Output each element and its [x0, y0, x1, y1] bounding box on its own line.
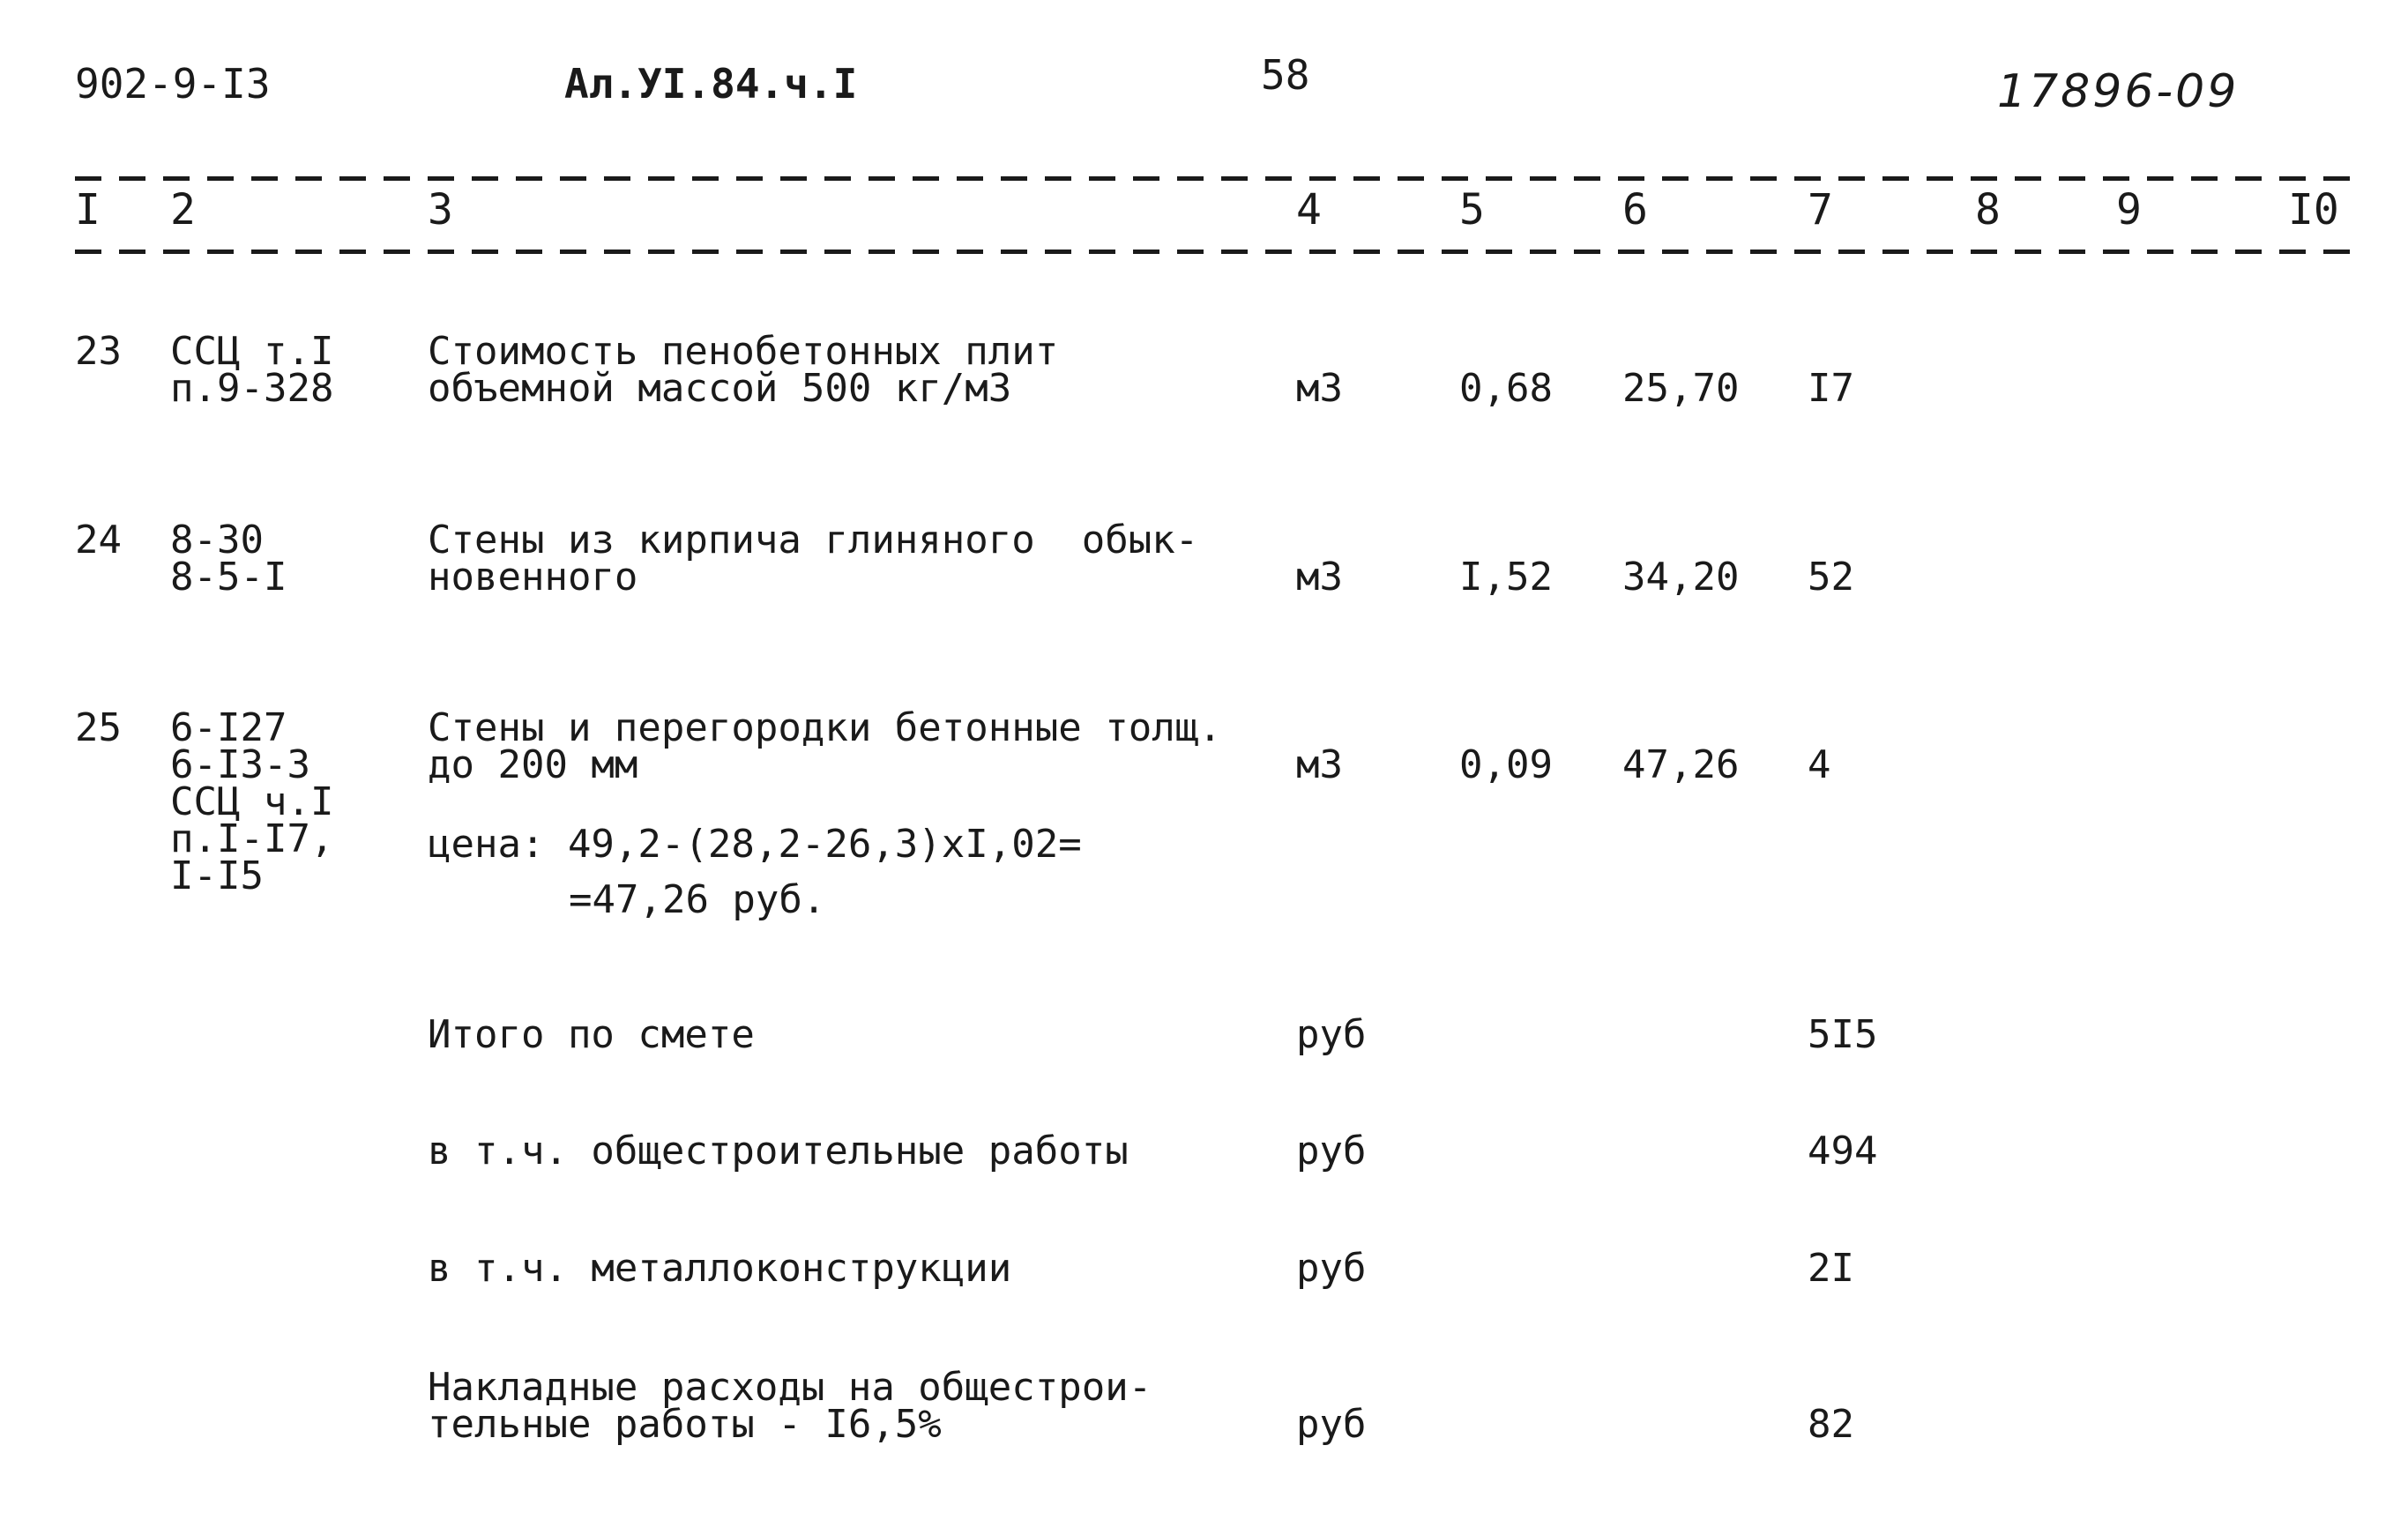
summary-label: в т.ч. металлоконструкции: [428, 1246, 1012, 1291]
summary-total: 82: [1808, 1402, 1854, 1447]
row-number: 23: [75, 329, 122, 374]
row-unit-price: 34,20: [1622, 555, 1740, 600]
column-number-9: 9: [2116, 185, 2142, 235]
row-total: 4: [1808, 742, 1831, 787]
summary-unit: руб: [1296, 1129, 1367, 1174]
column-number-10: I0: [2288, 185, 2339, 235]
price-calculation-line-2: =47,26 руб.: [569, 877, 826, 922]
row-unit: м3: [1296, 555, 1343, 600]
row-total: 52: [1808, 555, 1854, 600]
row-unit-price: 25,70: [1622, 366, 1740, 411]
row-code: 8-30 8-5-I: [170, 518, 287, 600]
price-calculation-line-1: цена: 49,2-(28,2-26,3)хI,02=: [428, 822, 1082, 867]
inventory-number: 17896-09: [1997, 65, 2240, 118]
summary-label: в т.ч. общестроительные работы: [428, 1129, 1129, 1174]
row-total: I7: [1808, 366, 1854, 411]
header-bottom-rule: [75, 250, 2367, 254]
header-top-rule: [75, 176, 2367, 181]
row-description: Стены и перегородки бетонные толщ. до 200 мм: [428, 705, 1222, 787]
summary-unit: руб: [1296, 1246, 1367, 1291]
column-number-1: I: [75, 185, 101, 235]
row-code: 6-I27 6-I3-3 ССЦ ч.I п.I-I7, I-I5: [170, 705, 334, 898]
row-description: Стены из кирпича глиняного обык- новенного: [428, 518, 1199, 600]
row-unit: м3: [1296, 366, 1343, 411]
row-unit: м3: [1296, 742, 1343, 787]
row-unit-price: 47,26: [1622, 742, 1740, 787]
row-number: 25: [75, 705, 122, 750]
document-code: 902-9-I3: [75, 60, 271, 108]
column-number-3: 3: [428, 185, 453, 235]
column-number-7: 7: [1808, 185, 1833, 235]
summary-total: 494: [1808, 1129, 1878, 1174]
summary-total: 2I: [1808, 1246, 1854, 1291]
summary-label: Итого по смете: [428, 1012, 755, 1057]
row-number: 24: [75, 518, 122, 563]
row-code: ССЦ т.I п.9-328: [170, 329, 334, 411]
row-quantity: I,52: [1459, 555, 1553, 600]
summary-unit: руб: [1296, 1012, 1367, 1057]
row-quantity: 0,09: [1459, 742, 1553, 787]
row-quantity: 0,68: [1459, 366, 1553, 411]
column-number-4: 4: [1296, 185, 1322, 235]
album-reference: Ал.УI.84.ч.I: [564, 60, 858, 108]
page-number: 58: [1261, 51, 1310, 99]
summary-unit: руб: [1296, 1402, 1367, 1447]
summary-total: 5I5: [1808, 1012, 1878, 1057]
summary-label: Накладные расходы на общестрои- тельные работы - I6,5%: [428, 1365, 1152, 1447]
column-number-6: 6: [1622, 185, 1648, 235]
column-number-5: 5: [1459, 185, 1485, 235]
column-number-2: 2: [170, 185, 196, 235]
row-description: Стоимость пенобетонных плит объемной массой 500 кг/м3: [428, 329, 1059, 411]
column-number-8: 8: [1975, 185, 2001, 235]
